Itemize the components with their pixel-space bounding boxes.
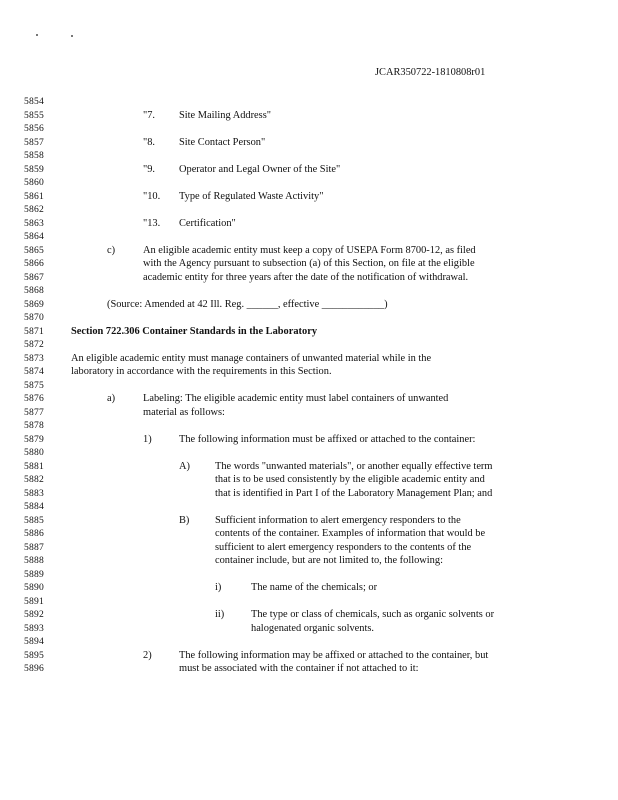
line-number: 5889 (24, 568, 44, 580)
line-number: 5863 (24, 217, 44, 229)
list-item-text: Site Contact Person" (179, 136, 266, 148)
paragraph-line: An eligible academic entity must manage containers of unwanted material while in the (71, 352, 432, 364)
scan-specks (0, 0, 618, 60)
section-heading: Section 722.306 Container Standards in the Laboratory (71, 325, 318, 337)
line-number: 5873 (24, 352, 44, 364)
line-number: 5872 (24, 339, 44, 350)
line-number: 5859 (24, 163, 44, 175)
line-number: 5862 (24, 204, 44, 215)
scan-speck (36, 34, 38, 36)
line-number: 5866 (24, 258, 44, 269)
paragraph-line: Sufficient information to alert emergency responders to the (215, 514, 461, 526)
line-number: 5865 (24, 244, 44, 256)
line-number: 5855 (24, 109, 44, 121)
paragraph-line: An eligible academic entity must keep a copy of USEPA Form 8700-12, as filed (143, 244, 476, 256)
line-number: 5879 (24, 433, 44, 445)
line-number: 5893 (24, 622, 44, 634)
line-number: 5871 (24, 325, 44, 337)
document-id: JCAR350722-1810808r01 (375, 67, 486, 78)
list-item-number: "7. (143, 109, 156, 121)
line-number: 5878 (24, 420, 44, 431)
line-number: 5861 (24, 190, 44, 202)
line-number: 5885 (24, 514, 44, 526)
subsection-label: a) (107, 393, 116, 404)
line-number: 5883 (24, 487, 44, 499)
line-number: 5892 (24, 609, 44, 620)
paragraph-line: must be associated with the container if not attached to it: (179, 663, 419, 674)
paragraph-line: material as follows: (143, 406, 225, 418)
paragraph-line: that is to be used consistently by the eligible academic entity and (215, 474, 485, 485)
line-number: 5874 (24, 366, 44, 377)
line-number: 5887 (24, 541, 44, 553)
line-number: 5896 (24, 663, 44, 674)
line-number: 5858 (24, 150, 44, 161)
line-number: 5860 (24, 177, 44, 188)
paragraph-line: The following information must be affixed or attached to the container: (179, 433, 476, 445)
paragraph-line: The following information may be affixed or attached to the container, but (179, 649, 489, 661)
paragraph-line: Labeling: The eligible academic entity must label containers of unwanted (143, 393, 449, 404)
line-number: 5856 (24, 123, 44, 134)
paragraph-line: with the Agency pursuant to subsection (a) of this Section, on file at the eligible (143, 258, 475, 269)
line-number: 5895 (24, 649, 44, 661)
line-number: 5884 (24, 501, 44, 512)
paragraph-line: contents of the container. Examples of information that would be (215, 528, 486, 539)
list-item-number: "8. (143, 136, 156, 148)
list-item-number: "13. (143, 217, 161, 229)
subsection-label: B) (179, 514, 190, 526)
subsection-label: c) (107, 244, 116, 256)
line-number: 5868 (24, 285, 44, 296)
paragraph-line: sufficient to alert emergency responders to the contents of the (215, 541, 472, 553)
list-item-text: Certification" (179, 217, 236, 229)
list-item-number: "10. (143, 190, 161, 202)
subsection-label: 1) (143, 433, 152, 445)
line-number: 5877 (24, 406, 44, 418)
line-number: 5886 (24, 528, 44, 539)
paragraph-line: laboratory in accordance with the requirements in this Section. (71, 366, 332, 377)
line-number: 5891 (24, 595, 44, 607)
list-item-number: "9. (143, 163, 156, 175)
line-number: 5875 (24, 379, 44, 391)
scan-speck (71, 35, 73, 37)
line-number: 5894 (24, 636, 44, 647)
line-number: 5876 (24, 393, 44, 404)
line-number: 5867 (24, 271, 44, 283)
paragraph-line: The words "unwanted materials", or another equally effective term (215, 460, 493, 472)
subsection-label: A) (179, 460, 190, 472)
paragraph-line: The type or class of chemicals, such as organic solvents or (251, 609, 495, 620)
line-number: 5870 (24, 312, 44, 323)
paragraph-line: container include, but are not limited to, the following: (215, 555, 443, 566)
line-number: 5881 (24, 460, 44, 472)
line-number: 5864 (24, 231, 44, 242)
line-number: 5857 (24, 136, 44, 148)
subsection-label: ii) (215, 609, 225, 620)
line-number: 5882 (24, 474, 44, 485)
line-number: 5890 (24, 582, 44, 593)
subsection-label: 2) (143, 649, 152, 661)
line-number: 5854 (24, 96, 44, 107)
line-number: 5880 (24, 447, 44, 458)
list-item-text: Operator and Legal Owner of the Site" (179, 163, 341, 175)
paragraph-line: halogenated organic solvents. (251, 622, 375, 634)
line-number: 5869 (24, 298, 44, 310)
paragraph-line: that is identified in Part I of the Laboratory Management Plan; and (215, 487, 493, 499)
line-number: 5888 (24, 555, 44, 566)
subsection-label: i) (215, 582, 222, 593)
paragraph-line: academic entity for three years after the date of the notification of withdrawal. (143, 271, 469, 283)
list-item-text: Type of Regulated Waste Activity" (179, 190, 324, 202)
list-item-text: Site Mailing Address" (179, 109, 271, 121)
source-note: (Source: Amended at 42 Ill. Reg. ______, effective ____________) (107, 298, 388, 310)
paragraph-line: The name of the chemicals; or (251, 582, 378, 593)
